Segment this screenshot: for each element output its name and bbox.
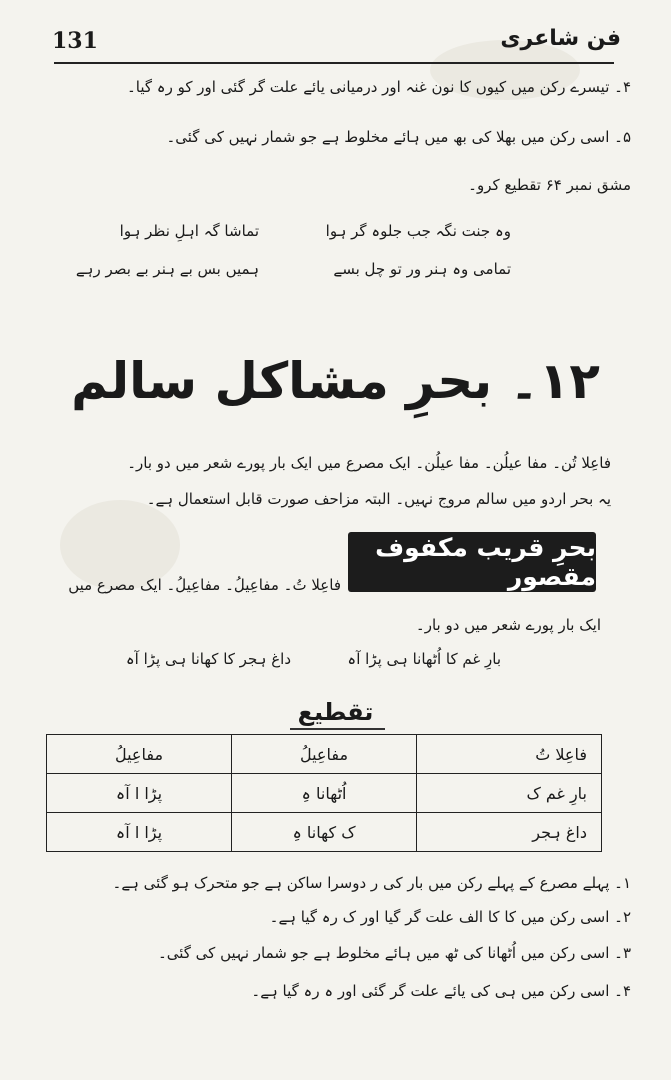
table-cell: پڑا ا آہ (47, 813, 232, 852)
table-header-cell: مفاعِیلُ (47, 735, 232, 774)
taqti-title-underline (290, 728, 385, 730)
couplet-1-left: تماشا گہ اہلِ نظر ہوا (119, 222, 259, 240)
exercise-heading: مشق نمبر ۶۴ تقطیع کرو۔ (468, 176, 631, 194)
couplet-2-left: ہمیں بس بے ہنر بے بصر رہے (75, 260, 259, 278)
table-cell: ک کھانا ہِ (232, 813, 417, 852)
table-cell: اُٹھانا ہِ (232, 774, 417, 813)
description-line-1: فاعِلا تُن۔ مفا عیلُن۔ مفا عیلُن۔ ایک مصرع میں ایک بار پورے شعر میں دو بار۔ (127, 454, 611, 472)
table-cell: بارِ غم ک (417, 774, 602, 813)
description-line-2: یہ بحر اردو میں سالم مروج نہیں۔ البتہ مزاحف صورت قابل استعمال ہے۔ (146, 490, 611, 508)
header-rule (54, 62, 614, 64)
taqti-table (46, 734, 602, 852)
sub-section-banner: بحرِ قریب مکفوف مقصور (348, 532, 596, 592)
table-header-cell: مفاعِیلُ (232, 735, 417, 774)
note-top-5: ۵۔ اسی رکن میں بھلا کی بھ میں ہائے مخلوط ہے جو شمار نہیں کی گئی۔ (166, 128, 631, 146)
table-header-cell: فاعِلا تُ (417, 735, 602, 774)
sub-section-line-1: فاعِلا تُ۔ مفاعِیلُ۔ مفاعِیلُ۔ ایک مصرع میں (68, 576, 341, 594)
sub-section-line-2: ایک بار پورے شعر میں دو بار۔ (415, 616, 601, 634)
table-header-row (47, 735, 602, 774)
verse-right: بارِ غم کا اُٹھانا ہی پڑا آہ (347, 650, 501, 668)
page-number: 131 (52, 28, 98, 54)
table-cell: پڑا ا آہ (47, 774, 232, 813)
note-bottom-2: ۲۔ اسی رکن میں کا کا الف علت گر گیا اور ک رہ گیا ہے۔ (269, 908, 631, 926)
main-title: ۱۲۔ بحرِ مشاکل سالم (71, 352, 600, 410)
note-bottom-1: ۱۔ پہلے مصرع کے پہلے رکن میں بار کی ر دوسرا ساکن ہے جو متحرک ہو گئی ہے۔ (112, 874, 631, 892)
couplet-1-right: وہ جنت نگہ جب جلوہ گر ہوا (325, 222, 511, 240)
note-bottom-3: ۳۔ اسی رکن میں اُٹھانا کی ٹھ میں ہائے مخلوط ہے جو شمار نہیں کی گئی۔ (157, 944, 631, 962)
taqti-title: تقطیع (297, 698, 374, 726)
verse-left: داغ ہجر کا کھانا ہی پڑا آہ (125, 650, 291, 668)
note-top-4: ۴۔ تیسرے رکن میں کیوں کا نون غنہ اور درمیانی یائے علت گر گئی اور کو رہ گیا۔ (126, 78, 631, 96)
running-title: فن شاعری (500, 26, 621, 51)
table-row (47, 813, 602, 852)
table-cell: داغ ہجر (417, 813, 602, 852)
couplet-2-right: تمامی وہ ہنر ور تو چل بسے (333, 260, 511, 278)
note-bottom-4: ۴۔ اسی رکن میں ہی کی یائے علت گر گئی اور ہ رہ گیا ہے۔ (251, 982, 631, 1000)
table-row (47, 774, 602, 813)
